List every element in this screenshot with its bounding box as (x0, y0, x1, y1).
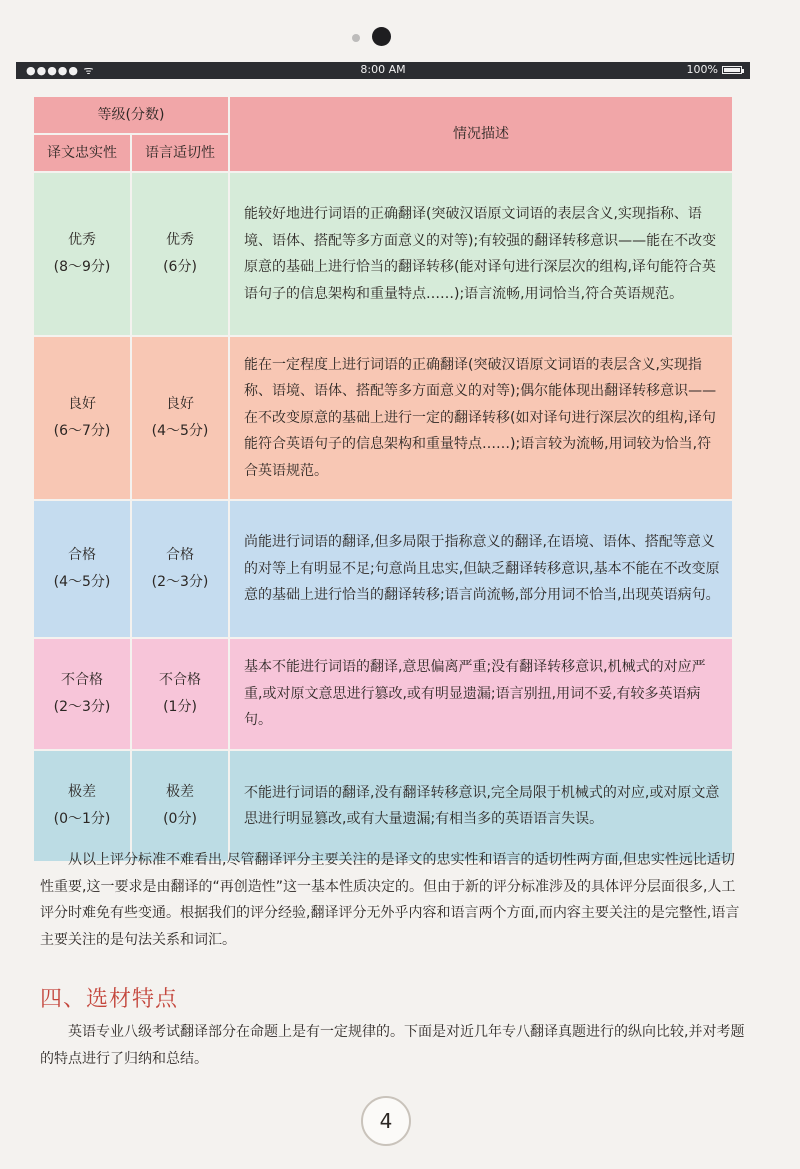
grade-label: 合格 (166, 547, 194, 563)
description-cell: 基本不能进行词语的翻译,意思偏离严重;没有翻译转移意识,机械式的对应严重,或对原文意思进行篡改,或有明显遗漏;语言别扭,用词不妥,有较多英语病句。 (230, 639, 732, 749)
grade-score: (4～5分) (53, 574, 111, 590)
grade-score: (2～3分) (151, 574, 209, 590)
grade-label: 不合格 (159, 672, 201, 688)
table-row (34, 337, 732, 499)
header-description: 情况描述 (230, 97, 732, 171)
grade-label: 优秀 (68, 232, 96, 248)
grade-score: (0分) (163, 811, 197, 827)
camera-dot-small (352, 34, 360, 42)
table-row (34, 501, 732, 637)
description-cell: 能较好地进行词语的正确翻译(突破汉语原文词语的表层含义,实现指称、语境、语体、搭配等多方面意义的对等);有较强的翻译转移意识——能在不改变原意的基础上进行恰当的翻译转移(能对译句进行深层次的组构,译句能符合英语句子的信息架构和重量特点……);语言流畅,用词恰当,符合英语规范。 (230, 173, 732, 335)
faithfulness-cell (34, 751, 130, 861)
signal-icon: ●●●●● ᯤ (26, 64, 95, 77)
grade-score: (8～9分) (53, 259, 111, 275)
camera-dot (372, 27, 391, 46)
body-paragraph: 从以上评分标准不难看出,尽管翻译评分主要关注的是译文的忠实性和语言的适切性两方面,但忠实性远比适切性重要,这一要求是由翻译的“再创造性”这一基本性质决定的。但由于新的评分标准涉及的具体评分层面很多,人工评分时难免有些变通。根据我们的评分经验,翻译评分无外乎内容和语言两个方面,而内容主要关注的是完整性,语言主要关注的是句法关系和词汇。 (40, 852, 740, 948)
appropriateness-cell (132, 337, 228, 499)
status-bar (16, 62, 750, 79)
faithfulness-cell (34, 173, 130, 335)
table-row (34, 173, 732, 335)
appropriateness-cell (132, 751, 228, 861)
faithfulness-cell (34, 337, 130, 499)
appropriateness-cell (132, 501, 228, 637)
body-paragraph: 英语专业八级考试翻译部分在命题上是有一定规律的。下面是对近几年专八翻译真题进行的纵向比较,并对考题的特点进行了归纳和总结。 (40, 1024, 745, 1067)
grade-score: (1分) (163, 699, 197, 715)
appropriateness-cell (132, 639, 228, 749)
table-row (34, 751, 732, 861)
faithfulness-cell (34, 639, 130, 749)
page-number: 4 (361, 1096, 411, 1146)
battery-percent: 100% (686, 63, 718, 76)
header-appropriateness: 语言适切性 (132, 135, 228, 171)
grade-label: 极差 (68, 784, 96, 800)
header-faithfulness: 译文忠实性 (34, 135, 130, 171)
battery-fill (724, 68, 740, 72)
grade-score: (6～7分) (53, 423, 111, 439)
grade-label: 优秀 (166, 232, 194, 248)
battery-indicator (687, 63, 742, 76)
grade-label: 良好 (166, 396, 194, 412)
grade-label: 不合格 (61, 672, 103, 688)
grade-label: 合格 (68, 547, 96, 563)
grade-score: (2～3分) (53, 699, 111, 715)
header-grade-score: 等级(分数) (34, 97, 228, 133)
faithfulness-cell (34, 501, 130, 637)
description-cell: 不能进行词语的翻译,没有翻译转移意识,完全局限于机械式的对应,或对原文意思进行明显篡改,或有大量遗漏;有相当多的英语语言失误。 (230, 751, 732, 861)
grading-table (32, 95, 734, 863)
grade-label: 极差 (166, 784, 194, 800)
battery-icon (722, 66, 742, 74)
description-cell: 尚能进行词语的翻译,但多局限于指称意义的翻译,在语境、语体、搭配等意义的对等上有明显不足;句意尚且忠实,但缺乏翻译转移意识,基本不能在不改变原意的基础上进行恰当的翻译转移;语言尚流畅,部分用词不恰当,出现英语病句。 (230, 501, 732, 637)
table-row (34, 639, 732, 749)
grade-score: (0～1分) (53, 811, 111, 827)
description-cell: 能在一定程度上进行词语的正确翻译(突破汉语原文词语的表层含义,实现指称、语境、语体、搭配等多方面意义的对等);偶尔能体现出翻译转移意识——在不改变原意的基础上进行一定的翻译转移(如对译句进行深层次的组构,译句能符合英语句子的信息架构和重量特点……);语言较为流畅,用词较为恰当,符合英语规范。 (230, 337, 732, 499)
grade-label: 良好 (68, 396, 96, 412)
grade-score: (6分) (163, 259, 197, 275)
appropriateness-cell (132, 173, 228, 335)
grade-score: (4～5分) (151, 423, 209, 439)
section-heading: 四、选材特点 (40, 987, 179, 1012)
status-time: 8:00 AM (360, 63, 406, 76)
